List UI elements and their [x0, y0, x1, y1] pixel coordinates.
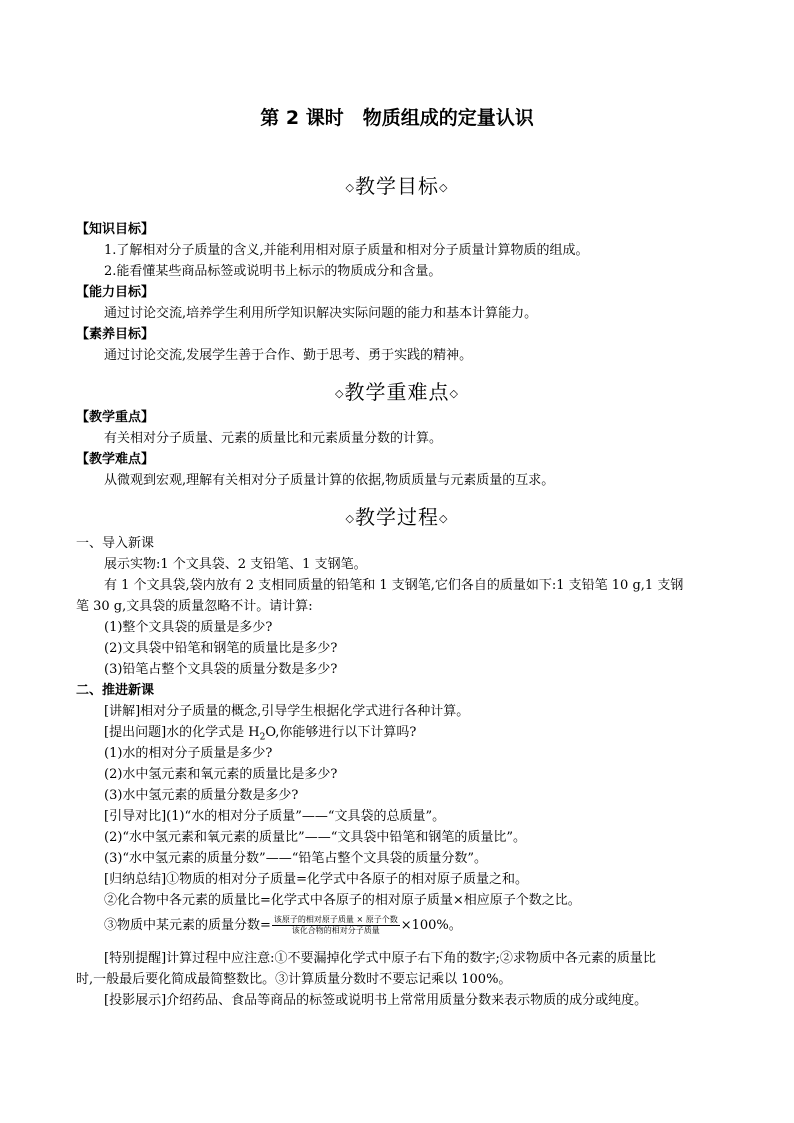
intro-question: (2)文具袋中铅笔和钢笔的质量比是多少?	[104, 641, 338, 656]
ability-goal-heading: 【能力目标】	[76, 285, 155, 300]
section-teaching-process	[0, 501, 794, 530]
section-title: 教学目标	[355, 174, 439, 198]
diamond-icon: ◇	[449, 387, 459, 400]
intro-line: 笔 30 g,文具袋的质量忽略不计。请计算:	[76, 599, 313, 614]
part2-heading: 二、推进新课	[76, 683, 155, 698]
question-text: O,你能够进行以下计算吗?	[265, 725, 417, 740]
water-question: (2)水中氢元素和氧元素的质量比是多少?	[104, 767, 338, 782]
question-tag: [提出问题]	[104, 725, 167, 740]
summary-formula	[104, 913, 462, 939]
section-title: 教学过程	[355, 505, 439, 529]
summary-line: ②化合物中各元素的质量比=化学式中各原子的相对原子质量×相应原子个数之比。	[104, 893, 581, 908]
question-text: 水的化学式是 H	[166, 725, 260, 740]
part1-heading: 一、导入新课	[76, 536, 155, 551]
compare-line: [引导对比](1)“水的相对分子质量”——“文具袋的总质量”。	[104, 809, 446, 824]
formula-denominator: 该化合物的相对分子质量	[291, 926, 380, 935]
question-line	[104, 724, 416, 747]
intro-line: 有 1 个文具袋,袋内放有 2 支相同质量的铅笔和 1 支钢笔,它们各自的质量如下:1 支铅笔 10 g,1 支钢	[104, 578, 684, 593]
difficulty-text: 从微观到宏观,理解有关相对分子质量计算的依据,物质质量与元素质量的互求。	[104, 473, 555, 488]
subscript: 2	[259, 732, 266, 743]
projection-line: [投影展示]介绍药品、食品等商品的标签或说明书上常常用质量分数来表示物质的成分或纯度。	[104, 993, 648, 1008]
section-title: 教学重难点	[344, 380, 450, 404]
formula-suffix: ×100%。	[400, 918, 462, 933]
formula-label: ③物质中某元素的质量分数=	[104, 918, 271, 933]
tip-line: 时,一般最后要化简成最简整数比。③计算质量分数时不要忘记乘以 100%。	[76, 972, 512, 987]
diamond-icon: ◇	[335, 387, 345, 400]
ability-goal-1: 通过讨论交流,培养学生利用所学知识解决实际问题的能力和基本计算能力。	[104, 306, 538, 321]
intro-line: 展示实物:1 个文具袋、2 支铅笔、1 支钢笔。	[104, 557, 367, 572]
knowledge-goal-2: 2.能看懂某些商品标签或说明书上标示的物质成分和含量。	[104, 264, 442, 279]
intro-question: (1)整个文具袋的质量是多少?	[104, 620, 273, 635]
mass-fraction-formula	[272, 915, 400, 936]
formula-numerator: 该原子的相对原子质量 × 原子个数	[273, 915, 398, 924]
section-teaching-goals	[0, 170, 794, 199]
diamond-icon: ◇	[345, 512, 355, 525]
compare-line: (2)“水中氢元素和氧元素的质量比”——“文具袋中铅笔和钢笔的质量比”。	[104, 830, 526, 845]
page-title: 第 2 课时 物质组成的定量认识	[260, 107, 534, 129]
knowledge-goal-1: 1.了解相对分子质量的含义,并能利用相对原子质量和相对分子质量计算物质的组成。	[104, 243, 589, 258]
diamond-icon: ◇	[345, 181, 355, 194]
summary-line: [归纳总结]①物质的相对分子质量=化学式中各原子的相对原子质量之和。	[104, 872, 529, 887]
explain-line: [讲解]相对分子质量的概念,引导学生根据化学式进行各种计算。	[104, 704, 470, 719]
quality-goal-heading: 【素养目标】	[76, 327, 155, 342]
quality-goal-1: 通过讨论交流,发展学生善于合作、勤于思考、勇于实践的精神。	[104, 348, 473, 363]
section-key-difficult-points	[0, 376, 794, 405]
diamond-icon: ◇	[439, 512, 449, 525]
intro-question: (3)铅笔占整个文具袋的质量分数是多少?	[104, 662, 338, 677]
difficulty-heading: 【教学难点】	[76, 452, 155, 467]
knowledge-goal-heading: 【知识目标】	[76, 222, 155, 237]
compare-line: (3)“水中氢元素的质量分数”——“铅笔占整个文具袋的质量分数”。	[104, 851, 487, 866]
focus-heading: 【教学重点】	[76, 410, 155, 425]
focus-text: 有关相对分子质量、元素的质量比和元素质量分数的计算。	[104, 431, 443, 446]
diamond-icon: ◇	[439, 181, 449, 194]
tip-line: [特别提醒]计算过程中应注意:①不要漏掉化学式中原子右下角的数字;②求物质中各元素的质量比	[104, 951, 656, 966]
water-question: (3)水中氢元素的质量分数是多少?	[104, 788, 299, 803]
water-question: (1)水的相对分子质量是多少?	[104, 746, 273, 761]
